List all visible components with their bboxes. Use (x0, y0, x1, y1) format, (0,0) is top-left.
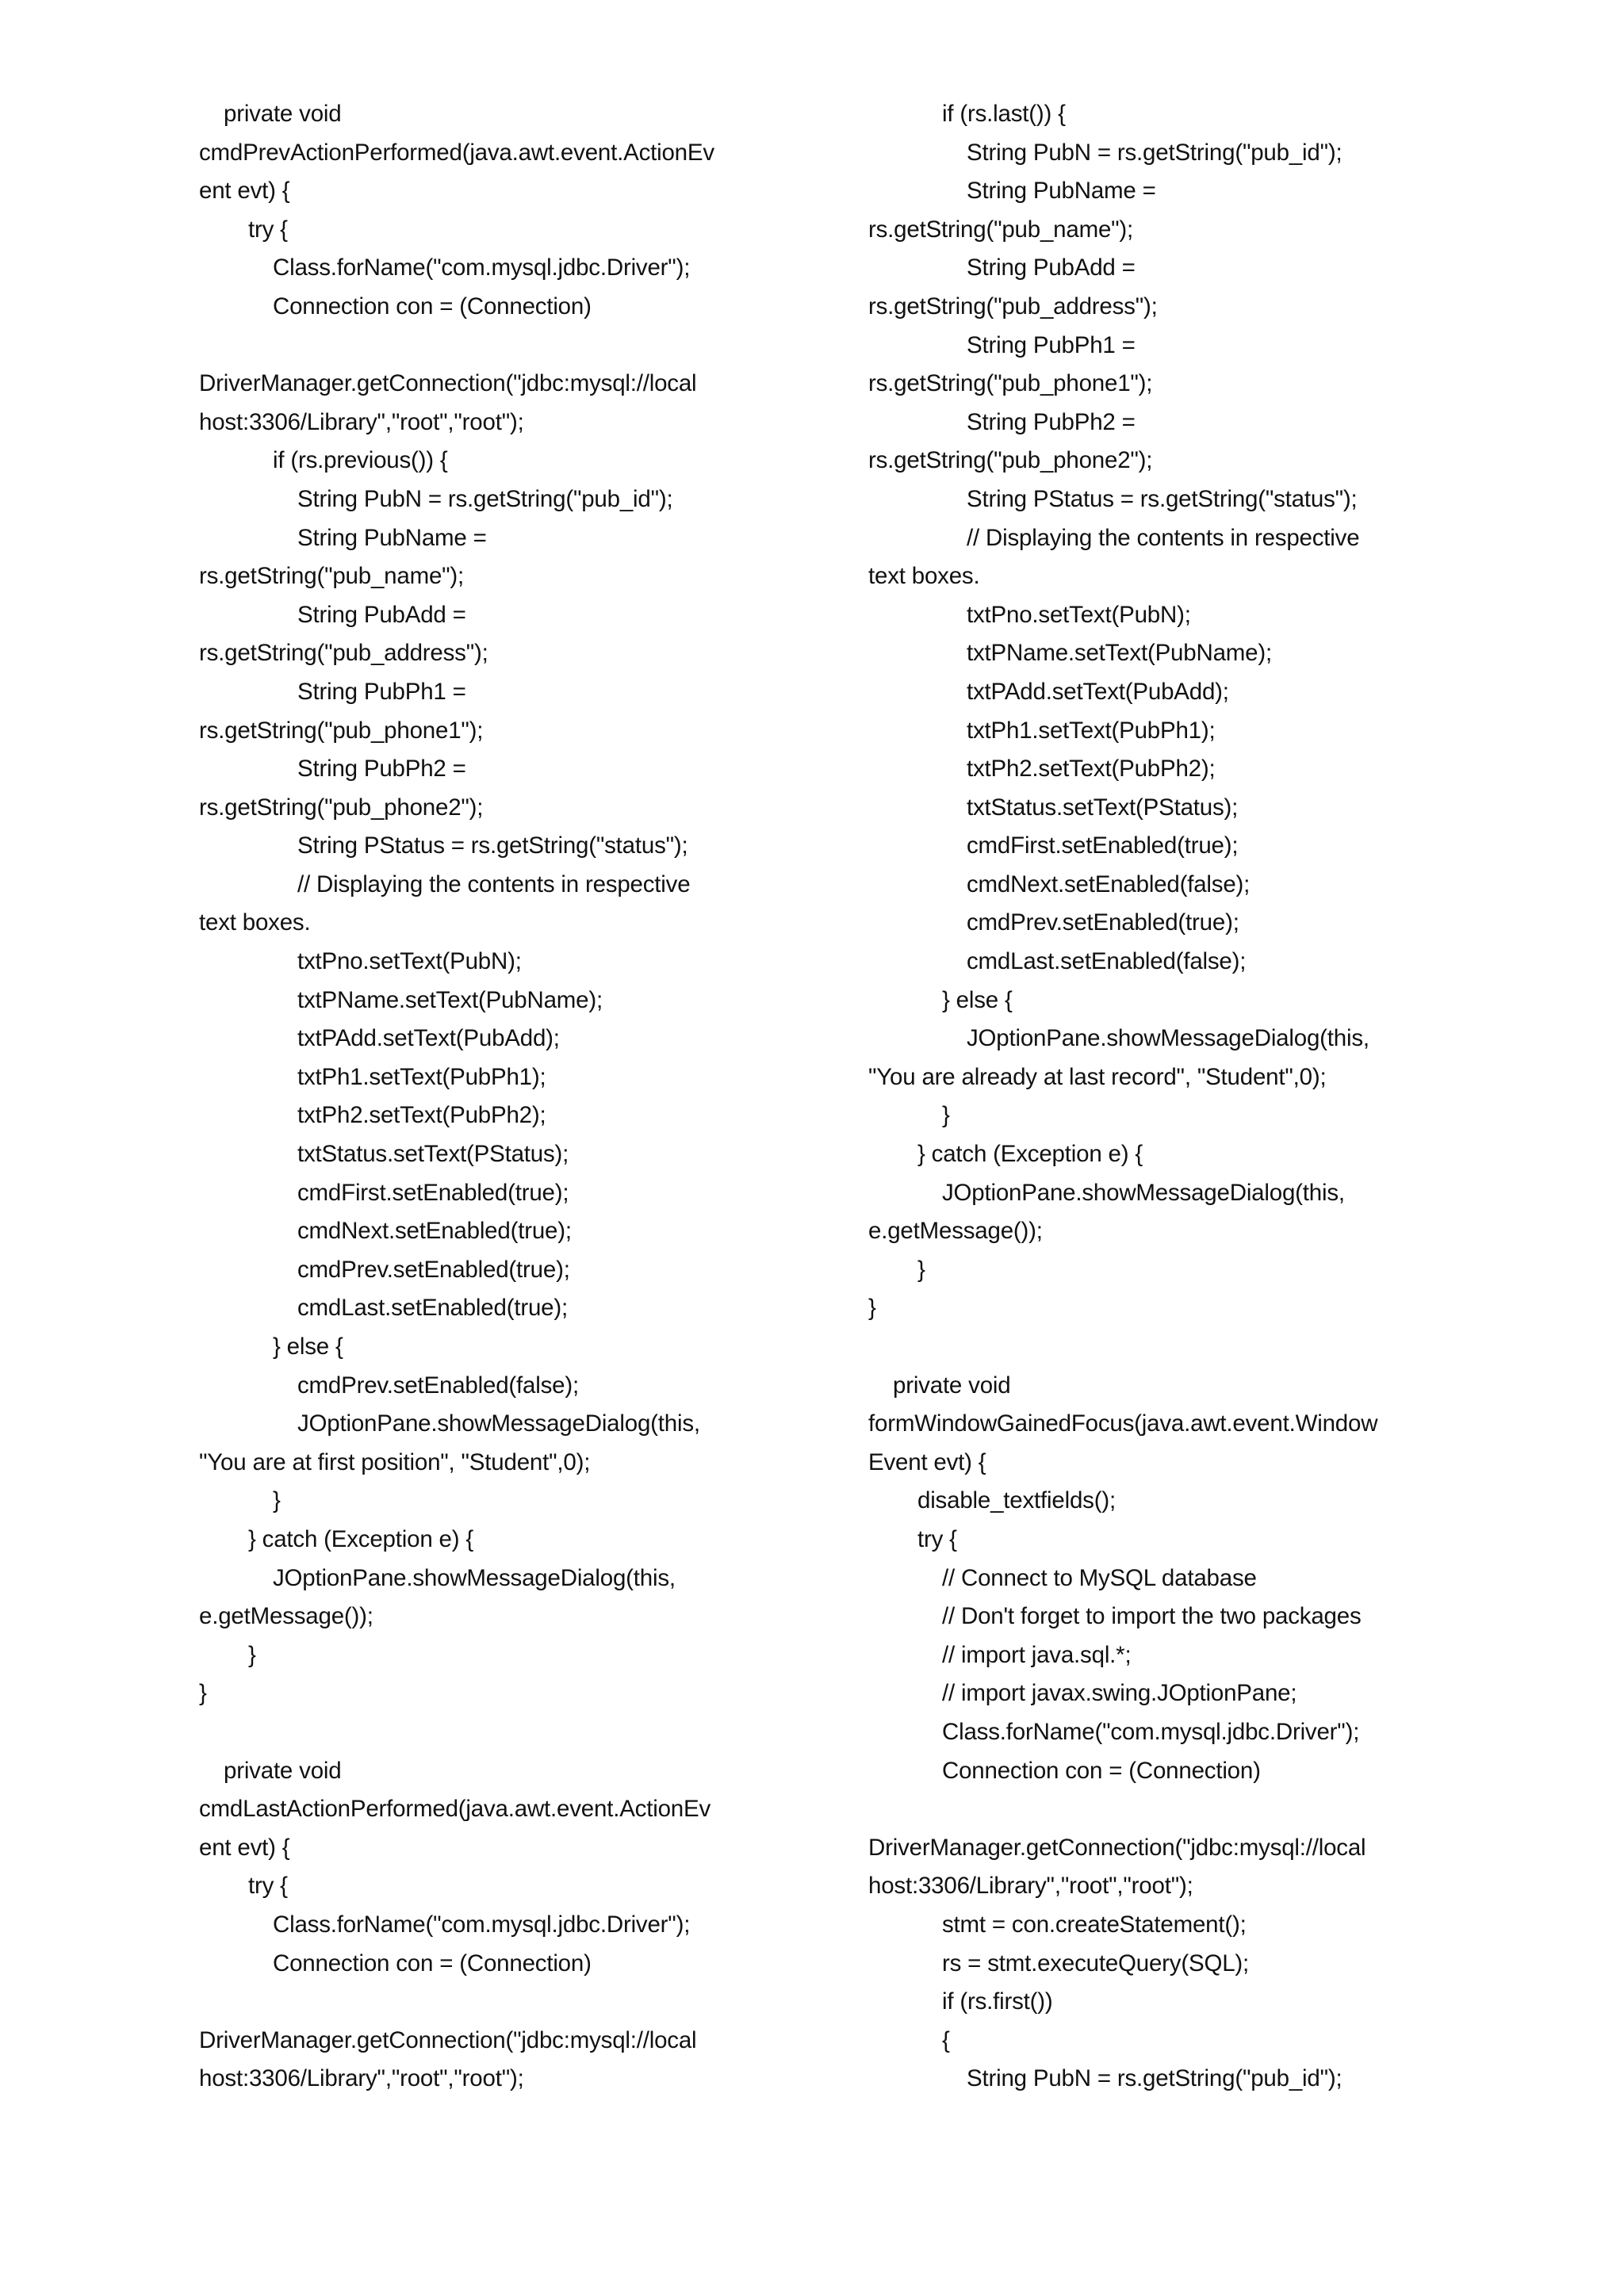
code-line: cmdLast.setEnabled(false); (967, 948, 1247, 975)
code-line: rs.getString("pub_name"); (199, 563, 465, 590)
code-line: rs = stmt.executeQuery(SQL); (942, 1950, 1250, 1976)
code-line: cmdPrev.setEnabled(false); (297, 1372, 579, 1399)
code-line: Connection con = (Connection) (273, 1950, 592, 1976)
code-line: // Displaying the contents in respective (297, 871, 691, 897)
code-line: JOptionPane.showMessageDialog(this, (273, 1564, 676, 1591)
code-line: } (868, 1295, 876, 1322)
code-line: Connection con = (Connection) (942, 1757, 1261, 1784)
code-line: rs.getString("pub_phone2"); (868, 447, 1153, 474)
code-line: String PubN = rs.getString("pub_id"); (967, 139, 1342, 166)
code-line: } catch (Exception e) { (248, 1525, 474, 1552)
code-line (199, 1983, 802, 2022)
code-line: host:3306/Library","root","root"); (199, 408, 524, 435)
code-line: // Don't forget to import the two packages (942, 1603, 1362, 1630)
code-line: if (rs.last()) { (942, 101, 1066, 127)
code-line: if (rs.previous()) { (273, 447, 448, 474)
code-line: JOptionPane.showMessageDialog(this, (297, 1410, 700, 1437)
code-line: cmdPrev.setEnabled(true); (297, 1256, 570, 1283)
code-line: if (rs.first()) (942, 1988, 1053, 2015)
code-line: String PubName = (297, 524, 487, 551)
code-line: } (199, 1680, 207, 1707)
code-line: cmdLast.setEnabled(true); (297, 1295, 568, 1322)
code-line: JOptionPane.showMessageDialog(this, (942, 1179, 1345, 1206)
code-line (868, 1328, 1471, 1367)
code-line: rs.getString("pub_phone2"); (199, 794, 484, 821)
code-line: text boxes. (868, 563, 980, 590)
code-line: ent evt) { (199, 1834, 290, 1861)
code-line: try { (248, 216, 288, 243)
code-line: e.getMessage()); (868, 1218, 1043, 1245)
code-line: // import javax.swing.JOptionPane; (942, 1680, 1297, 1707)
code-line: JOptionPane.showMessageDialog(this, (967, 1025, 1369, 1052)
code-line: // import java.sql.*; (942, 1641, 1132, 1668)
code-line: formWindowGainedFocus(java.awt.event.Window (868, 1410, 1378, 1437)
code-line: cmdNext.setEnabled(false); (967, 871, 1251, 897)
code-line: txtPh1.setText(PubPh1); (967, 717, 1216, 744)
code-line: rs.getString("pub_name"); (868, 216, 1134, 243)
code-line: cmdFirst.setEnabled(true); (297, 1179, 569, 1206)
code-line: txtStatus.setText(PStatus); (297, 1141, 569, 1168)
code-line: txtPName.setText(PubName); (297, 986, 603, 1013)
code-line: try { (917, 1525, 957, 1552)
code-line: cmdFirst.setEnabled(true); (967, 832, 1239, 859)
code-line: host:3306/Library","root","root"); (868, 1873, 1193, 1900)
code-line: host:3306/Library","root","root"); (199, 2065, 524, 2092)
code-line: disable_textfields(); (917, 1487, 1116, 1514)
code-line: Class.forName("com.mysql.jdbc.Driver"); (273, 254, 691, 281)
code-line: Class.forName("com.mysql.jdbc.Driver"); (273, 1911, 691, 1938)
code-line: private void (893, 1372, 1011, 1399)
code-line: Class.forName("com.mysql.jdbc.Driver"); (942, 1718, 1360, 1745)
code-line (199, 1713, 802, 1752)
code-line: cmdNext.setEnabled(true); (297, 1218, 572, 1245)
code-line: String PStatus = rs.getString("status"); (297, 832, 688, 859)
code-line: DriverManager.getConnection("jdbc:mysql://local (199, 370, 697, 397)
code-line: txtPh2.setText(PubPh2); (967, 756, 1216, 783)
right-code-column (868, 95, 1471, 2099)
code-line: String PubAdd = (297, 601, 466, 628)
left-code-column (199, 95, 802, 2099)
code-line: txtPno.setText(PubN); (967, 601, 1191, 628)
code-line: cmdPrevActionPerformed(java.awt.event.ActionEv (199, 139, 714, 166)
code-line: txtPAdd.setText(PubAdd); (297, 1025, 560, 1052)
code-line: rs.getString("pub_address"); (868, 293, 1158, 320)
code-line: } catch (Exception e) { (917, 1141, 1143, 1168)
code-line: String PubPh1 = (297, 678, 466, 705)
code-line: "You are already at last record", "Student",0); (868, 1063, 1327, 1090)
code-line: String PubPh1 = (967, 331, 1136, 358)
code-line: { (942, 2026, 950, 2053)
code-line: "You are at first position", "Student",0); (199, 1448, 591, 1475)
code-line: private void (224, 101, 342, 127)
code-line: txtPh2.setText(PubPh2); (297, 1102, 546, 1129)
code-line: } else { (273, 1334, 343, 1360)
code-line: txtPno.setText(PubN); (297, 948, 522, 975)
code-line: stmt = con.createStatement(); (942, 1911, 1247, 1938)
code-line: Event evt) { (868, 1448, 986, 1475)
code-line: } (917, 1256, 925, 1283)
code-line: } (248, 1641, 256, 1668)
code-line: String PubN = rs.getString("pub_id"); (297, 485, 673, 512)
code-line: } else { (942, 986, 1013, 1013)
code-line: rs.getString("pub_phone1"); (199, 717, 484, 744)
code-line: DriverManager.getConnection("jdbc:mysql://local (868, 1834, 1366, 1861)
code-line: } (942, 1102, 950, 1129)
code-line: DriverManager.getConnection("jdbc:mysql://local (199, 2026, 697, 2053)
code-line: String PubPh2 = (297, 756, 466, 783)
code-line: ent evt) { (199, 178, 290, 205)
code-line: text boxes. (199, 909, 311, 936)
code-line: txtPName.setText(PubName); (967, 640, 1272, 667)
code-line: Connection con = (Connection) (273, 293, 592, 320)
code-line: String PubName = (967, 178, 1156, 205)
code-line: // Connect to MySQL database (942, 1564, 1257, 1591)
code-line (199, 327, 802, 365)
code-line (868, 1790, 1471, 1829)
code-line: private void (224, 1757, 342, 1784)
code-line: e.getMessage()); (199, 1603, 373, 1630)
code-line: } (273, 1487, 281, 1514)
code-line: cmdLastActionPerformed(java.awt.event.ActionEv (199, 1796, 711, 1823)
code-line: rs.getString("pub_phone1"); (868, 370, 1153, 397)
code-line: String PubPh2 = (967, 408, 1136, 435)
code-line: txtPh1.setText(PubPh1); (297, 1063, 546, 1090)
code-line: String PStatus = rs.getString("status"); (967, 485, 1358, 512)
code-line: String PubN = rs.getString("pub_id"); (967, 2065, 1342, 2092)
code-line: // Displaying the contents in respective (967, 524, 1360, 551)
code-line: try { (248, 1873, 288, 1900)
code-line: cmdPrev.setEnabled(true); (967, 909, 1239, 936)
code-line: rs.getString("pub_address"); (199, 640, 488, 667)
code-line: txtPAdd.setText(PubAdd); (967, 678, 1229, 705)
code-line: String PubAdd = (967, 254, 1136, 281)
code-line: txtStatus.setText(PStatus); (967, 794, 1239, 821)
